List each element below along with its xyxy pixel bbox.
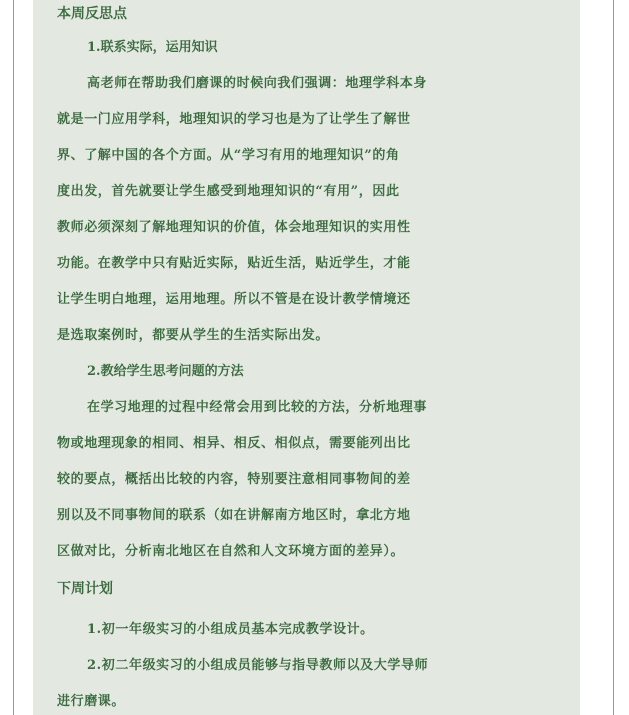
plan-item-1: 1.初一年级实习的小组成员基本完成教学设计。: [87, 622, 374, 637]
section-title-reflection: 本周反思点: [57, 6, 127, 22]
reflection-item-2-line: 别以及不同事物间的联系（如在讲解南方地区时，拿北方地: [57, 508, 411, 523]
left-frame-border: [13, 0, 14, 715]
reflection-item-2-line: 在学习地理的过程中经常会用到比较的方法，分析地理事: [87, 400, 428, 415]
reflection-item-1-line: 是选取案例时，都要从学生的生活实际出发。: [57, 328, 330, 343]
reflection-item-1-line: 功能。在教学中只有贴近实际，贴近生活，贴近学生，才能: [57, 256, 411, 271]
reflection-item-1-line: 教师必须深刻了解地理知识的价值，体会地理知识的实用性: [57, 220, 411, 235]
reflection-item-1-line: 让学生明白地理，运用地理。所以不管是在设计教学情境还: [57, 292, 411, 307]
reflection-item-2-line: 较的要点，概括出比较的内容，特别要注意相同事物间的差: [57, 472, 411, 487]
reflection-item-1-line: 高老师在帮助我们磨课的时候向我们强调：地理学科本身: [87, 76, 428, 91]
reflection-item-1-heading: 1.联系实际，运用知识: [87, 40, 218, 55]
reflection-item-2-line: 物或地理现象的相同、相异、相反、相似点，需要能列出比: [57, 436, 411, 451]
reflection-item-2-heading: 2.教给学生思考问题的方法: [87, 364, 244, 379]
reflection-item-1-line: 界、了解中国的各个方面。从“学习有用的地理知识”的角: [57, 148, 400, 163]
reflection-item-1-line: 度出发，首先就要让学生感受到地理知识的“有用”，因此: [57, 184, 400, 199]
reflection-item-1-line: 就是一门应用学科，地理知识的学习也是为了让学生了解世: [57, 112, 411, 127]
right-frame-border: [613, 0, 614, 715]
plan-item-2-line: 2.初二年级实习的小组成员能够与指导教师以及大学导师: [87, 658, 429, 673]
reflection-item-2-line: 区做对比，分析南北地区在自然和人文环境方面的差异）。: [57, 544, 405, 559]
section-title-next-week-plan: 下周计划: [57, 581, 113, 597]
plan-item-2-line: 进行磨课。: [57, 694, 126, 709]
